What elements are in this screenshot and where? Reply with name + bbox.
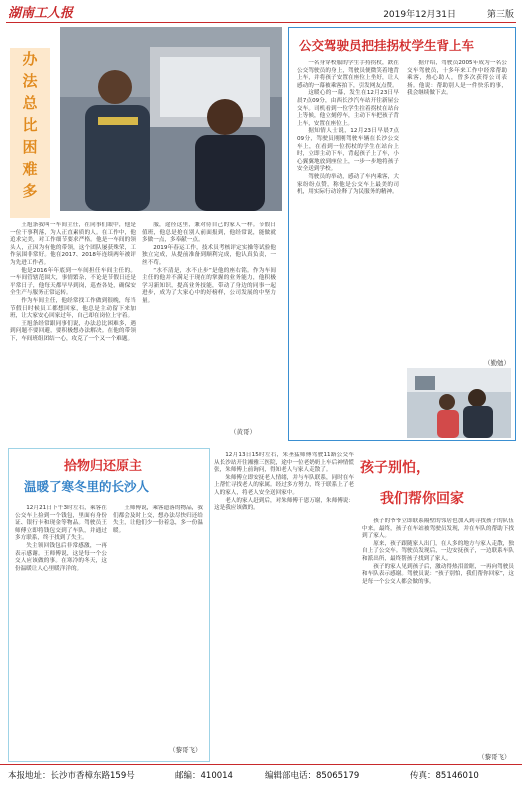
article-paragraph: 朱师傅立即安抚老人情绪，并与车队联系，同时在车上帮忙寻找老人的家属。经过多方努力，终于联系上了老人的家人，将老人安全送回家中。 — [214, 474, 354, 496]
side-heading-char: 办 — [22, 50, 38, 68]
bus-photo-illustration — [407, 368, 511, 438]
photo-illustration — [60, 27, 282, 211]
article-paragraph: 一名身穿校服的学生手持拐杖，跌在公交驾驶员的身上，驾驶员便微笑着地背上车，并将孩子安置在座位上坐好，让人感动的一幕被乘客拍下，引发网友点赞。 — [297, 60, 399, 89]
right-article-col2 — [407, 60, 507, 360]
article-paragraph: 失主领回钱包后非常感激，一再表示感谢。王师傅说，这是每一个公交人应该做的事。在寒冷的冬天，这份温暖让人心里暖洋洋的。 — [15, 542, 107, 572]
article-paragraph: 驾驶员的举动，感动了车内乘客，大家纷纷点赞，称他是公交车上最美的司机，用实际行动诠释了为民服务的精神。 — [297, 173, 399, 196]
side-heading-char: 困 — [22, 138, 38, 156]
article-paragraph: 作为车间主任，他经常找工作做到很晚，每当节假日时候员工都想回家，他总是主动留下来加班，让大家安心回家过年，自己却在岗位上守着。 — [10, 297, 136, 320]
issue-date: 2019年12月31日 — [383, 10, 456, 20]
bottom-right-title-line1: 孩子别怕， — [360, 460, 430, 476]
article-paragraph: “水不清是，水不止步”是他的座右铭。作为车间主任的他并不满足于现在的掌握的业务能力，他积极学习新知识，提高业务技能，带动了身边的同事一起进步，成为了大家心中的好榜样，公司发展的中坚力量。 — [142, 267, 276, 304]
bus-driver-photo — [407, 368, 511, 438]
article-paragraph: 孩子的家人见到孩子后，激动得热泪盈眶，一再向驾驶员和车队表示感谢。驾驶员说：“孩子别怕，我们帮你回家”，这是每一个公交人都会做的事。 — [362, 563, 514, 585]
bottom-middle-article — [214, 452, 354, 752]
article-paragraph: 服，途径这里，兼对待自己的家人一样。节假日值班，他总是抢在别人前面报到，他经常说，能做就多做一点，多奉献一点。 — [142, 222, 276, 244]
footer-address: 本报地址：长沙市香樟东路159号 — [8, 771, 135, 781]
side-heading — [10, 48, 50, 218]
newspaper-logo: 湖南工人报 — [8, 6, 74, 21]
footer-postcode: 邮编：410014 — [175, 771, 233, 781]
left-article-col1 — [10, 222, 136, 422]
footer-phone: 编辑部电话：85065179 — [265, 771, 360, 781]
article-paragraph: 12月13日15时左右，朱圣猛师傅驾驶11路公交车从长沙站开往湘雅三医院，途中一位老奶奶上车后神情慌张，朱师傅上前询问，得知老人与家人走散了。 — [214, 452, 354, 474]
page-footer — [0, 764, 522, 786]
page-number: 第三版 — [486, 10, 514, 20]
side-heading-char: 难 — [22, 160, 38, 178]
bottom-left-title-line1: 拾物归还原主 — [64, 459, 143, 474]
side-heading-char: 法 — [22, 72, 38, 90]
article-paragraph: 据知情人士说，12月23日早晨7点09分，驾驶员刚刚驾驶车辆在长沙公交车上，在看到一位拐杖的学生在站台上时，立即主动下车，背起孩子上了车，小心翼翼地放到座位上，一步一步地将孩子安全送到学校。 — [297, 128, 399, 173]
right-article-byline: （勤勉） — [484, 359, 510, 367]
masthead — [6, 4, 516, 23]
article-paragraph: 12月21日下午3时左右，乘客在公交车上捡到一个钱包，里面有身份证、银行卡和现金等物品。驾驶员王师傅立即将钱包交到了车队，并通过多方联系，终于找到了失主。 — [15, 505, 107, 542]
left-article-col2 — [142, 222, 276, 422]
bottom-left-col1 — [15, 505, 107, 749]
article-paragraph: 原来，孩子跟随家人出门，在人多的地方与家人走散，独自上了公交车。驾驶员发现后，一边安抚孩子，一边联系车队和派出所，最终帮孩子找到了家人。 — [362, 540, 514, 562]
bottom-left-byline: （黎哥飞） — [169, 746, 202, 754]
bottom-left-col2 — [113, 505, 203, 735]
side-heading-char: 总 — [22, 94, 38, 112]
article-paragraph: 这暖心的一幕，发生在12月23日早晨7点09分，由西长沙汽车站开往新屋公交车。司机看到一位学生拄着拐杖在站台上等候，他立刻停车，主动下车把孩子背上车，安置在座位上。 — [297, 90, 399, 127]
article-paragraph: 王旭条我叫一车间主任，在同事们眼中，他是一位干事利落，为人正直素质的人。在工作中，他追求完美，对工作细节要求严格。他是一车间的领头人，正因为有他的带领，这个团队屡获殊荣，工作氛围非常好。他在2017、2018年连续两年被评为先进工作者。 — [10, 222, 136, 266]
article-paragraph: 王师傅说，乘客遗落的物品，我们都会及时上交，想办法尽快归还给失主，让他们少一份着急，多一份温暖。 — [113, 505, 203, 534]
news-photo-workers — [60, 27, 282, 211]
left-article-byline: （黄哥） — [230, 428, 256, 436]
article-paragraph: 孩子的爷爷立即联系隔壁的邻居也加入到寻找孩子的队伍中来。最终，孩子在车站被驾驶员发现，并在车队的帮助下找到了家人。 — [362, 518, 514, 540]
footer-fax: 传真：85146010 — [410, 771, 479, 781]
side-heading-char: 比 — [22, 116, 38, 134]
right-article-box — [288, 27, 516, 441]
article-paragraph: 他是2016年年底到一车间担任车间主任的。一车间管辖范围大，事情繁杂，不论是节假日还是平常日子，他每天都早早到岗，巡查各处，确保安全生产与服务正常运转。 — [10, 267, 136, 297]
article-paragraph: 王旭条经常跟同事们说，办法总比困难多，遇到问题不要回避，要积极想办法解决。在他的带领下，车间班组团结一心，攻克了一个又一个难题。 — [10, 320, 136, 342]
bottom-right-article — [362, 518, 514, 752]
right-article-title: 公交驾驶员把挂拐杖学生背上车 — [299, 38, 475, 53]
article-paragraph: 老人的家人赶到后，对朱师傅千恩万谢，朱师傅说：这是我应该做的。 — [214, 497, 354, 512]
article-paragraph: 2019年春运工作，技术员考核评定实操等试验他独立完成，从提前准备到顺利完成，他认真负责，一丝不苟。 — [142, 244, 276, 266]
right-article-col1 — [297, 60, 399, 360]
bottom-left-article — [8, 448, 210, 762]
side-heading-char: 多 — [22, 182, 38, 200]
bottom-left-title-line2: 温暖了寒冬里的长沙人 — [24, 479, 150, 494]
bottom-right-byline: （黎哥飞） — [478, 753, 511, 761]
article-paragraph: 据介绍，驾驶员2005年成为一名公交车驾驶员，十多年来工作中经常帮助乘客，热心助人，曾多次获得公司表扬。他说：帮助别人是一件快乐的事，我会继续做下去。 — [407, 60, 507, 97]
bottom-right-title-line2: 我们帮你回家 — [380, 491, 464, 507]
